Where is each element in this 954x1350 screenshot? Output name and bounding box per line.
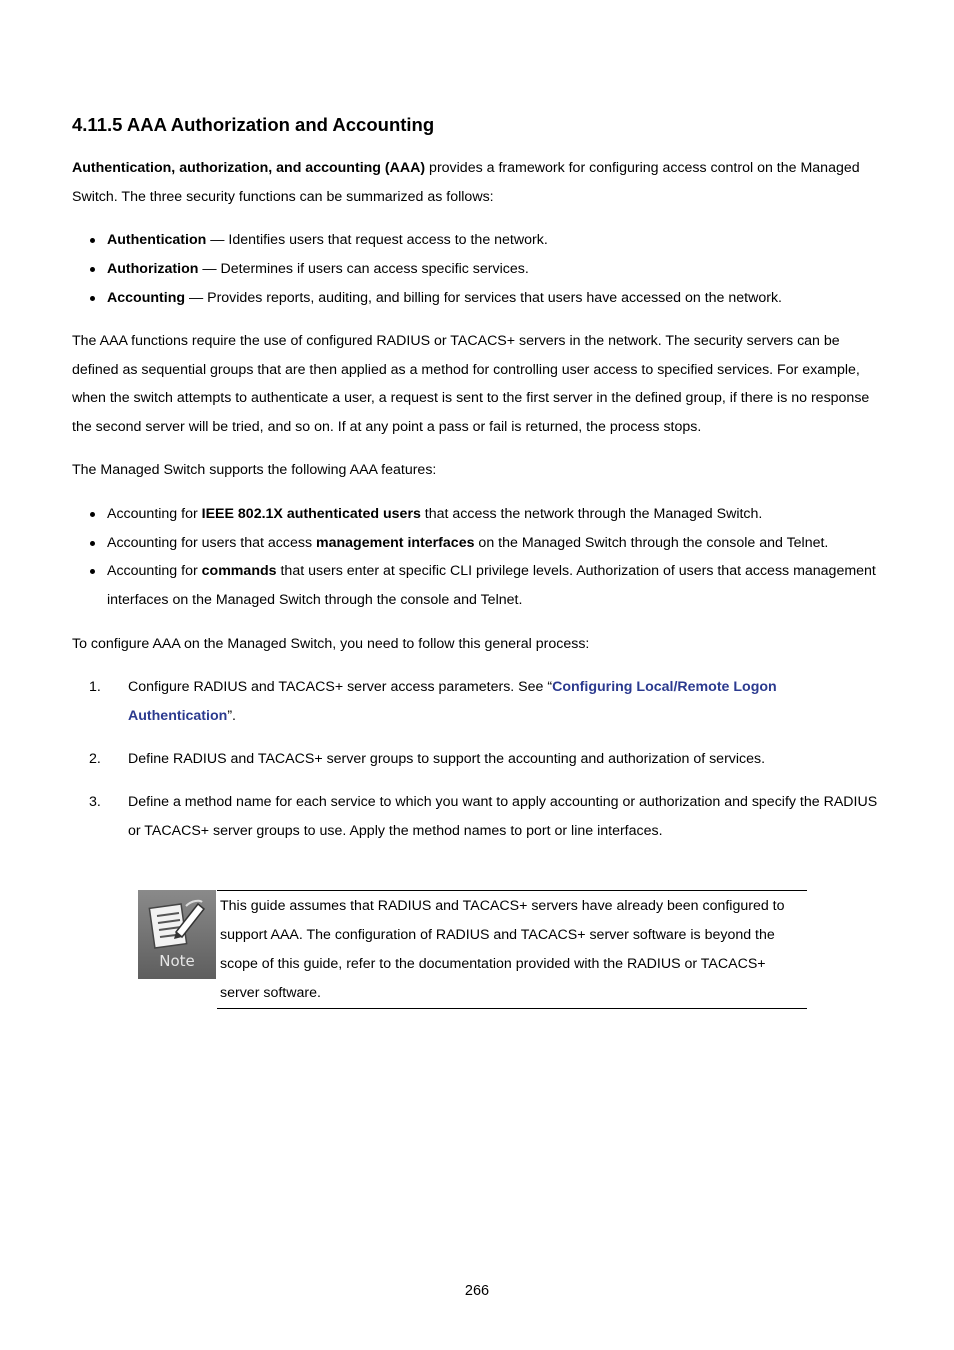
function-term: Accounting bbox=[107, 290, 186, 306]
feature-text: on the Managed Switch through the console and Telnet. bbox=[474, 534, 829, 551]
note-icon bbox=[138, 890, 216, 979]
step-number: 3. bbox=[89, 794, 101, 811]
feature-text: that access the network through the Managed Switch. bbox=[420, 506, 763, 522]
list-item bbox=[88, 500, 888, 529]
function-term: Authorization bbox=[107, 261, 199, 277]
feature-text: Accounting for bbox=[107, 563, 202, 580]
process-intro-paragraph: To configure AAA on the Managed Switch, you need to follow this general process: bbox=[72, 636, 590, 652]
function-desc: — Determines if users can access specific services. bbox=[198, 261, 529, 277]
list-item bbox=[88, 529, 888, 558]
intro-text: provides a framework for configuring access control on the Managed Switch. The three security functions can be summarized as follows: bbox=[72, 160, 860, 205]
list-item bbox=[88, 284, 888, 313]
step-number: 1. bbox=[89, 679, 101, 695]
feature-text: Accounting for bbox=[107, 506, 202, 522]
function-desc: — Identifies users that request access to the network. bbox=[206, 232, 548, 248]
list-item bbox=[72, 788, 887, 845]
feature-bold: IEEE 802.1X authenticated users bbox=[201, 506, 421, 522]
aaa-features-list bbox=[88, 500, 888, 615]
feature-text: that users enter at specific CLI privilege levels. Authorization of users that access management interfaces on the Managed Switch through the console and Telnet. bbox=[107, 563, 876, 609]
list-item bbox=[88, 255, 888, 284]
list-item bbox=[88, 226, 888, 255]
list-item bbox=[72, 745, 887, 774]
note-box bbox=[217, 890, 807, 1009]
intro-bold-term: Authentication, authorization, and accounting (AAA) bbox=[72, 160, 426, 176]
function-term: Authentication bbox=[107, 232, 207, 248]
page-number: 266 bbox=[464, 1283, 490, 1299]
section-heading: 4.11.5 AAA Authorization and Accounting bbox=[72, 114, 435, 135]
features-intro-paragraph: The Managed Switch supports the following AAA features: bbox=[72, 462, 437, 478]
feature-bold: commands bbox=[201, 563, 277, 580]
notepad-pencil-icon bbox=[146, 898, 208, 950]
step-text: Configure RADIUS and TACACS+ server access parameters. See “ bbox=[128, 679, 553, 695]
list-item bbox=[88, 557, 888, 614]
note-icon-label: Note bbox=[159, 952, 195, 970]
feature-bold: management interfaces bbox=[315, 534, 475, 551]
step-text: Define a method name for each service to which you want to apply accounting or authorization and specify the RADIUS or TACACS+ server groups to use. Apply the method names to port or line interfaces. bbox=[128, 794, 878, 839]
intro-paragraph bbox=[72, 154, 887, 211]
list-item bbox=[72, 673, 887, 730]
function-desc: — Provides reports, auditing, and billing for services that users have accessed on the network. bbox=[185, 290, 783, 306]
configuring-logon-link[interactable]: Configuring Local/Remote Logon Authentication bbox=[128, 679, 777, 724]
step-text: Define RADIUS and TACACS+ server groups to support the accounting and authorization of services. bbox=[128, 750, 766, 767]
step-text: ”. bbox=[227, 707, 236, 724]
functions-paragraph: The AAA functions require the use of configured RADIUS or TACACS+ servers in the network. The security servers can be defined as sequential groups that are then applied as a method for controlling user access to specified services. For example, when the switch attempts to authenticate a user, a request is sent to the first server in the defined group, if there is no response the second server will be tried, and so on. If at any point a pass or fail is returned, the process stops. bbox=[72, 333, 870, 436]
security-functions-list bbox=[88, 226, 888, 313]
feature-text: Accounting for users that access bbox=[107, 534, 316, 551]
note-text: This guide assumes that RADIUS and TACACS+ servers have already been configured to support AAA. The configuration of RADIUS and TACACS+ server software is beyond the scope of this guide, refer to the documentation provided with the RADIUS or TACACS+ server software. bbox=[220, 898, 785, 1001]
step-number: 2. bbox=[89, 750, 101, 767]
process-steps-list bbox=[72, 673, 887, 860]
